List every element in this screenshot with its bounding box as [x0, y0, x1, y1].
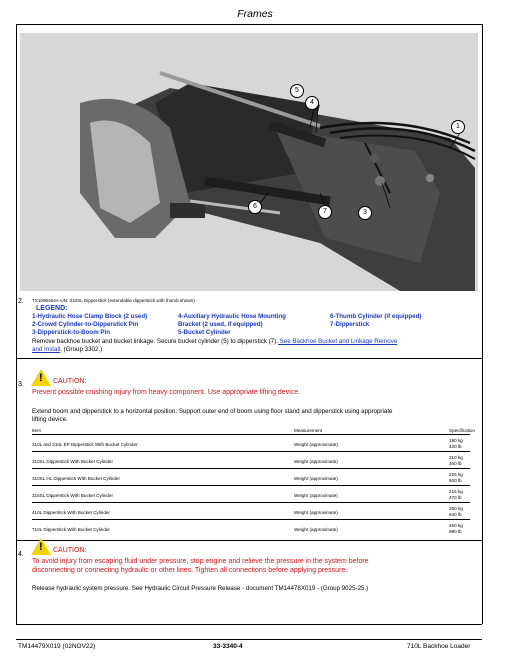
footer-rule	[16, 639, 482, 640]
table-rule-1	[32, 451, 470, 452]
legend-col3-item2: 7-Dipperstick	[330, 321, 370, 328]
row-measurement: Weight (approximate)	[294, 459, 338, 464]
table-rule-3	[32, 485, 470, 486]
callout-3: 3	[358, 206, 372, 220]
row-item: 710L Dipperstick With Bucket Cylinder	[32, 527, 110, 532]
footer-top-rule	[16, 624, 482, 625]
dipperstick-drawing	[20, 33, 478, 291]
row-spec-lb: 460 lb	[449, 461, 462, 466]
header-specification: Specification	[449, 428, 476, 433]
row-measurement: Weight (approximate)	[294, 510, 338, 515]
step-3-number: 3.	[18, 381, 24, 388]
step-2-text: Remove backhoe bucket and bucket linkage. Secure bucket cylinder (5) to dipperstick (7).	[32, 338, 278, 345]
row-spec-kg: 210 kg	[449, 455, 463, 460]
callout-4: 4	[305, 96, 319, 110]
bucket-linkage-link[interactable]: See Backhoe Bucket and Linkage Remove	[277, 338, 398, 345]
callout-5: 5	[290, 84, 304, 98]
step-3-instruction: Extend boom and dipperstick to a horizontal position. Support outer end of boom using floor stand and dipperstick using appropriate	[32, 408, 393, 415]
left-frame-line	[16, 24, 17, 624]
header-item: Item	[32, 428, 41, 433]
row-spec-kg: 450 kg	[449, 523, 463, 528]
right-frame-line	[482, 24, 483, 624]
header-measurement: Measurement	[294, 428, 323, 433]
callout-6: 6	[248, 200, 262, 214]
step-2-group-ref: . (Group 3302.)	[60, 346, 103, 353]
row-item: 410L Dipperstick With Bucket Cylinder	[32, 510, 110, 515]
step-4-caution-label: CAUTION:	[53, 547, 87, 554]
legend-col1-item2: 2-Crowd Cylinder-to-Dipperstick Pin	[32, 321, 139, 328]
row-item: 310SL HL Dipperstick With Bucket Cylinder	[32, 476, 120, 481]
step-2-number: 2.	[18, 298, 24, 305]
step-2-instruction-cont	[32, 346, 102, 353]
legend-col1-item1: 1-Hydraulic Hose Clamp Block (2 used)	[32, 313, 148, 320]
table-row	[32, 523, 470, 536]
row-item: 315SL Dipperstick With Bucket Cylinder	[32, 493, 114, 498]
table-row	[32, 489, 470, 502]
step-divider-2	[16, 358, 482, 359]
step-2-instruction	[32, 338, 397, 345]
row-measurement: Weight (approximate)	[294, 442, 338, 447]
table-rule-2	[32, 468, 470, 469]
table-row	[32, 438, 470, 451]
legend-col2-item1-cont: Bracket (2 used, if equipped)	[178, 321, 263, 328]
table-row	[32, 472, 470, 485]
step-4-caution-text: To avoid injury from escaping fluid under pressure, stop engine and relieve the pressure in the system before	[32, 558, 369, 565]
page-title: Frames	[237, 8, 273, 20]
row-spec-kg: 215 kg	[449, 489, 463, 494]
legend-col2-item1: 4-Auxiliary Hydraulic Hose Mounting	[178, 313, 286, 320]
step-4-number: 4.	[18, 551, 24, 558]
footer-model: 710L Backhoe Loader	[407, 643, 471, 650]
table-rule-5	[32, 519, 470, 520]
row-measurement: Weight (approximate)	[294, 527, 338, 532]
row-measurement: Weight (approximate)	[294, 476, 338, 481]
legend-col3-item1: 6-Thumb Cylinder (if equipped)	[330, 313, 422, 320]
caution-icon: !	[31, 369, 51, 386]
caution-icon: !	[31, 538, 51, 555]
row-spec-kg: 190 kg	[449, 438, 463, 443]
row-spec-lb: 470 lb	[449, 495, 462, 500]
row-spec-lb: 420 lb	[449, 444, 462, 449]
step-3-instruction-cont: lifting device.	[32, 416, 68, 423]
step-3-caution-text: Prevent possible crushing injury from heavy component. Use appropriate lifting device.	[32, 389, 301, 396]
row-spec-lb: 640 lb	[449, 512, 462, 517]
table-row	[32, 506, 470, 519]
table-rule-0	[32, 434, 470, 435]
step-3-caution-label: CAUTION:	[53, 378, 87, 385]
footer-document-id: TM14479X019 (02NOV22)	[18, 643, 96, 650]
table-rule-4	[32, 502, 470, 503]
table-row	[32, 455, 470, 468]
dipperstick-illustration	[20, 33, 478, 291]
row-spec-lb: 500 lb	[449, 478, 462, 483]
bucket-linkage-link-cont[interactable]: and Install	[32, 346, 61, 353]
row-item: 310SL Dipperstick With Bucket Cylinder	[32, 459, 114, 464]
legend-title: LEGEND:	[36, 305, 68, 312]
legend-col1-item3: 3-Dipperstick-to-Boom Pin	[32, 329, 111, 336]
callout-1: 1	[451, 120, 465, 134]
row-spec-kg: 225 kg	[449, 472, 463, 477]
row-spec-kg: 290 kg	[449, 506, 463, 511]
row-item: 310L and 310L EP Dipperstick With Bucket Cylinder	[32, 442, 138, 447]
row-measurement: Weight (approximate)	[294, 493, 338, 498]
header-rule	[16, 24, 482, 25]
step-4-instruction: Release hydraulic system pressure. See Hydraulic Circuit Pressure Release - document TM14478X019 - (Group 9025-25.)	[32, 585, 369, 592]
row-spec-lb: 990 lb	[449, 529, 462, 534]
legend-col2-item2: 5-Bucket Cylinder	[178, 329, 231, 336]
callout-7: 7	[318, 205, 332, 219]
footer-page-number: 33-3340-4	[213, 643, 243, 650]
step-4-caution-text-cont: disconnecting or connecting hydraulic or other lines. Tighten all connections before applying pressure.	[32, 567, 348, 574]
figure-caption: TX1095464A-UN: 310SL Dipperstick (extendable dipperstick with thumb shown)	[32, 298, 195, 303]
step-divider-3	[16, 540, 482, 541]
